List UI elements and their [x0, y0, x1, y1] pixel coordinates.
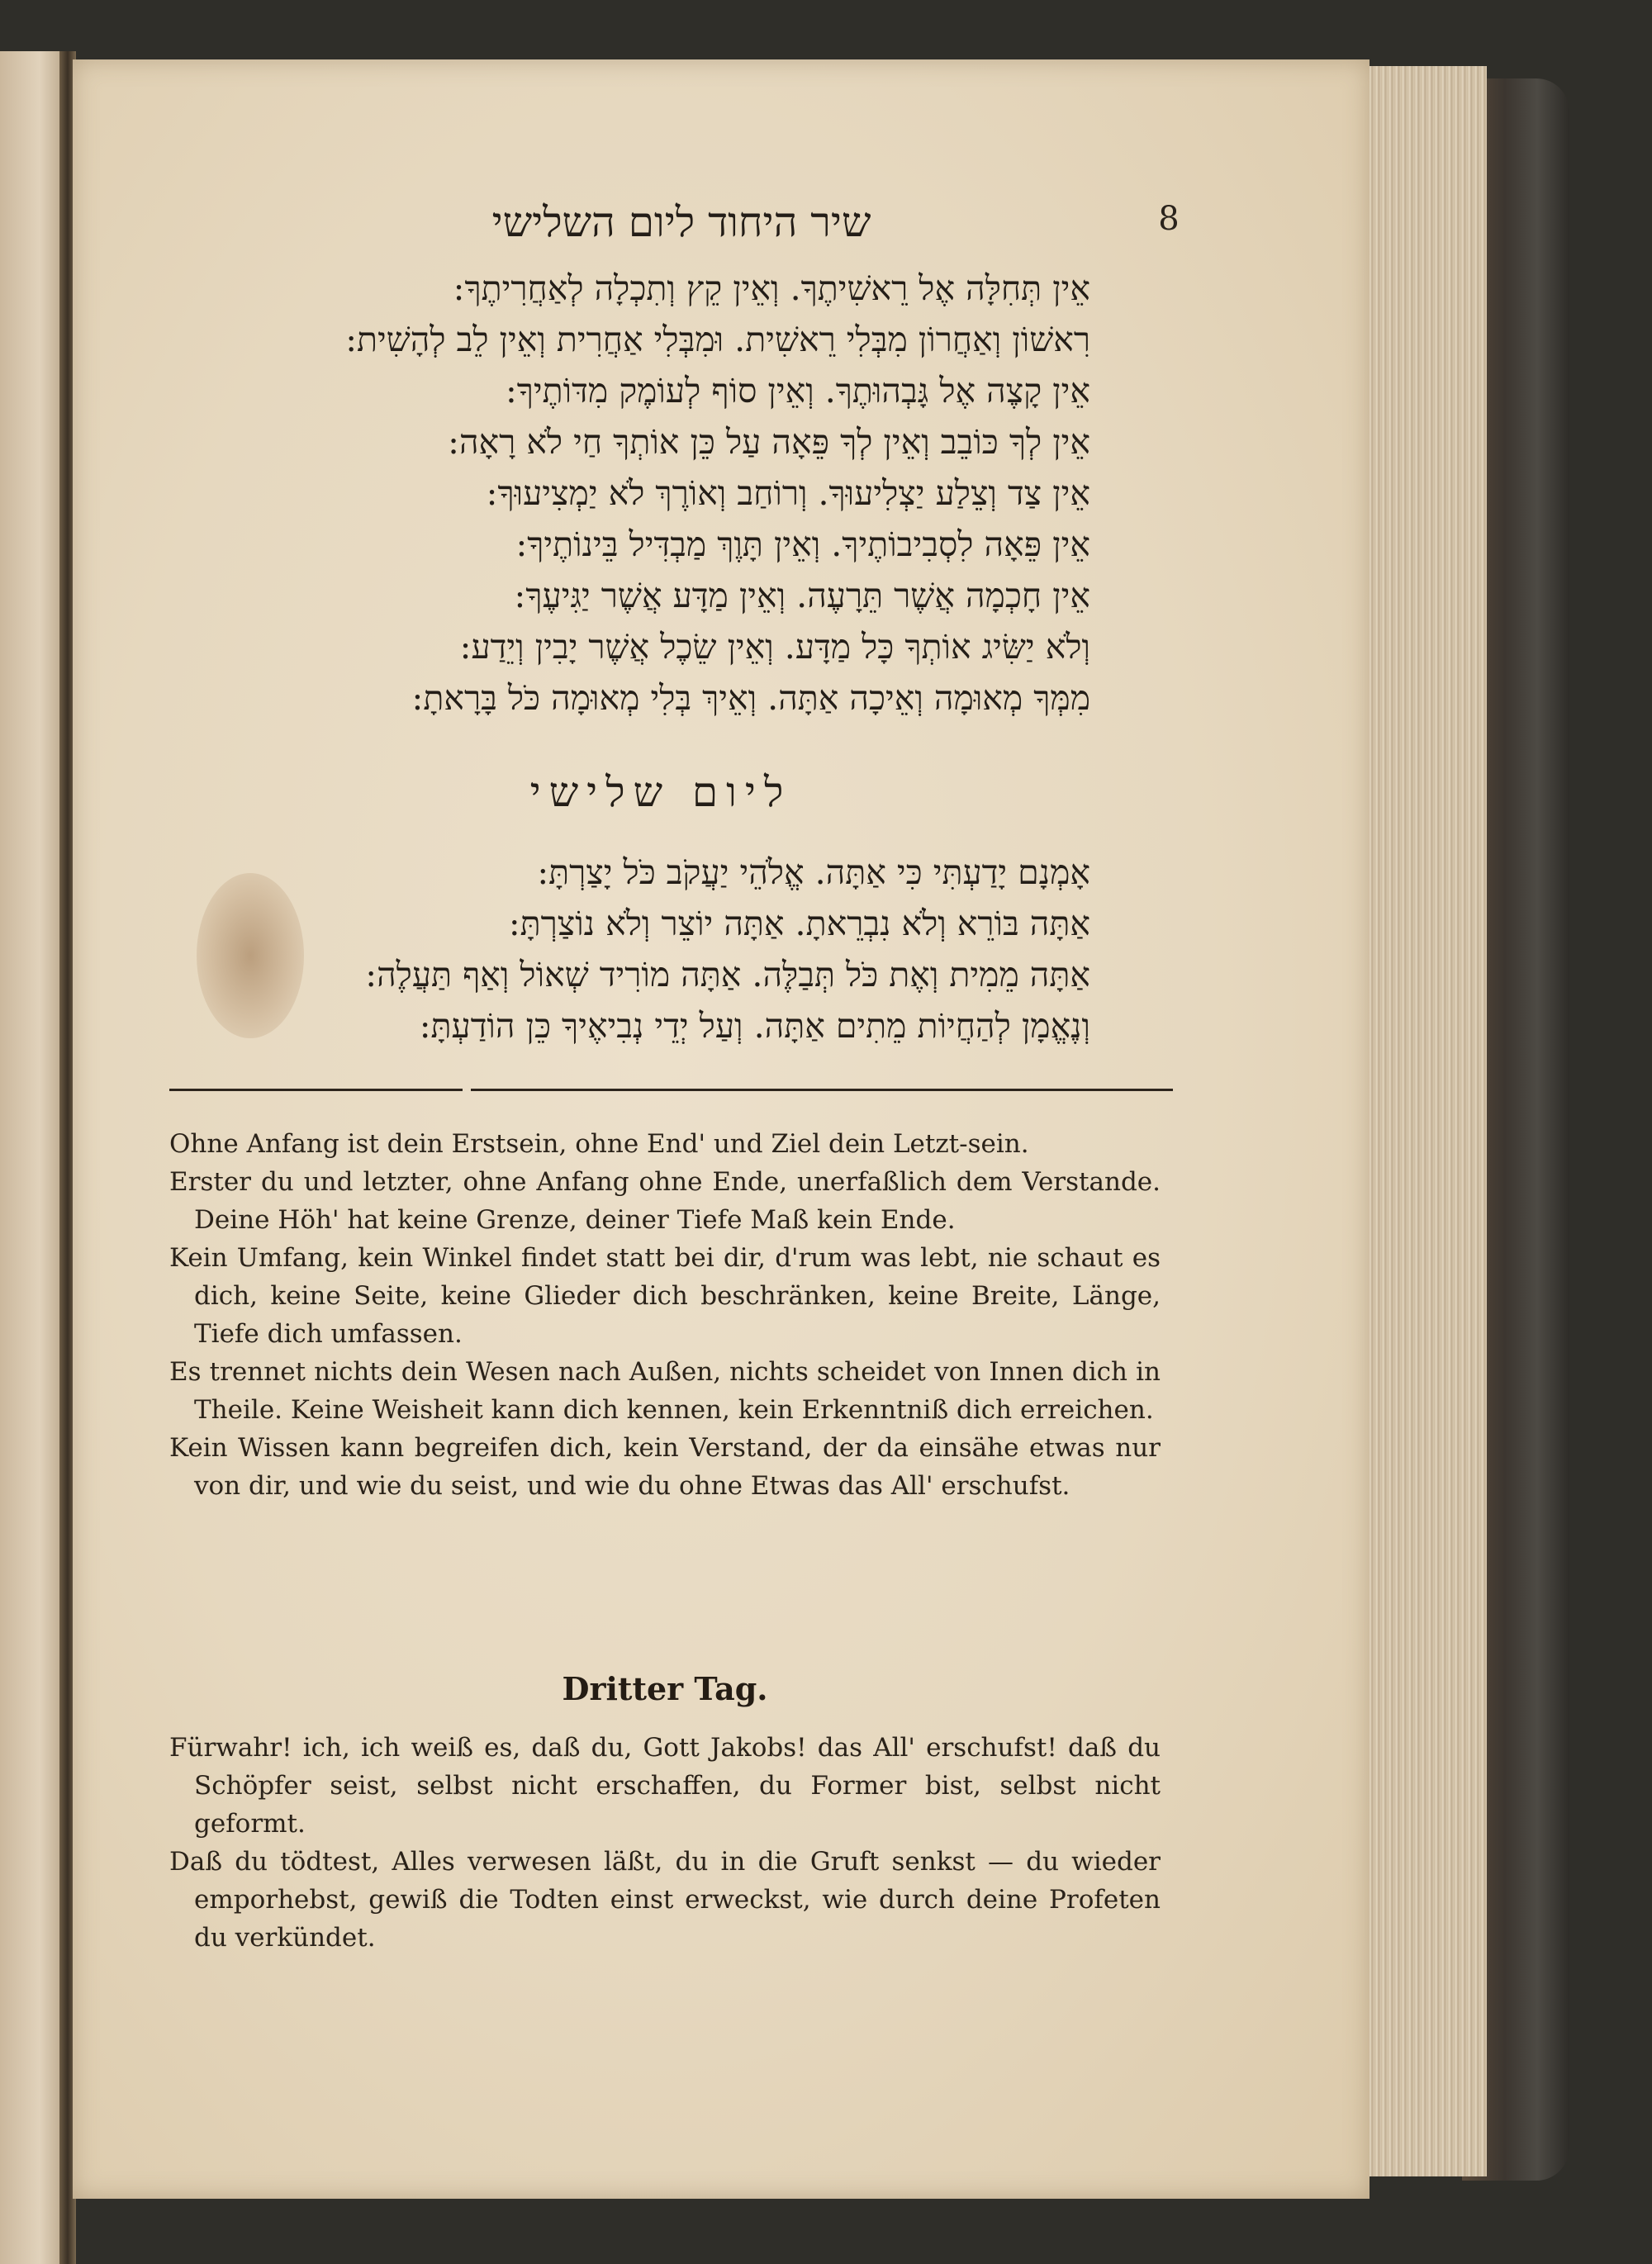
left-page-edge [0, 51, 66, 2264]
hebrew-line: אֵין לְךָ כּוֹבֵב וְאֵין לְךָ פֵּאָה עַל כֵּן אוֹתְךָ חַי לֹא רָאָה: [448, 422, 1090, 462]
german-section-heading: Dritter Tag. [562, 1670, 768, 1707]
page-number: 8 [1158, 200, 1180, 238]
german-translation-block-1 [169, 1125, 1161, 1505]
german-paragraph: Daß du tödtest, Alles verwesen läßt, du in die Gruft senkst — du wieder emporhebst, gewiß die Todten einst erweckst, wie durch deine Profeten du verkündet. [169, 1847, 1161, 1953]
divider-rule-right [471, 1089, 1173, 1091]
german-paragraph: Fürwahr! ich, ich weiß es, daß du, Gott Jakobs! das All' erschufst! daß du Schöpfer seist, selbst nicht erschaffen, du Former bist, selbst nicht geformt. [169, 1733, 1161, 1839]
hebrew-line: אֵין פֵּאָה לִסְבִיבוֹתֶיךָ. וְאֵין תָּוֶךְ מַבְדִּיל בֵּינוֹתֶיךָ: [515, 524, 1090, 564]
german-paragraph: Ohne Anfang ist dein Erstsein, ohne End' und Ziel dein Letzt-sein. [169, 1129, 1029, 1159]
german-translation-block-2 [169, 1729, 1161, 1957]
hebrew-title: שיר היחוד ליום השלישי [491, 198, 871, 246]
hebrew-line: אֵין חָכְמָה אֲשֶׁר תֵּרָעֶה. וְאֵין מַדָּע אֲשֶׁר יַגִּיעֶךָ: [514, 576, 1090, 615]
hebrew-line: אָמְנָם יָדַעְתִּי כִּי אַתָּה. אֱלֹהֵי יַעֲקֹב כֹּל יָצַרְתָּ: [537, 852, 1090, 892]
hebrew-line: וְנֶאֱמָן לְהַחֲיוֹת מֵתִים אַתָּה. וְעַל יְדֵי נְבִיאֶיךָ כֵּן הוֹדַעְתָּ: [419, 1006, 1090, 1046]
hebrew-line: אֵין צַד וְצֵלַע יַצְלִיעוּךָ. וְרוֹחַב וְאוֹרֶךְ לֹא יַמְצִיעוּךָ: [486, 473, 1090, 513]
german-paragraph: Erster du und letzter, ohne Anfang ohne Ende, unerfaßlich dem Verstande. Deine Höh' hat keine Grenze, deiner Tiefe Maß kein Ende. [169, 1167, 1161, 1235]
divider-rule-left [169, 1089, 463, 1091]
hebrew-poem-block-1 [215, 263, 1090, 724]
hebrew-line: אֵין קָצֶה אֶל גָּבְהוּתֶךָ. וְאֵין סוֹף לְעוֹמֶק מִדּוֹתֶיךָ: [505, 371, 1090, 411]
hebrew-line: רִאשׁוֹן וְאַחֲרוֹן מִבְּלִי רֵאשִׁית. וּמִבְּלִי אַחֲרִית וְאֵין לֵב לְהָשִׁית: [345, 320, 1090, 359]
german-paragraph: Kein Umfang, kein Winkel findet statt bei dir, d'rum was lebt, nie schaut es dich, keine Seite, keine Glieder dich beschränken, keine Breite, Länge, Tiefe dich umfassen. [169, 1243, 1161, 1349]
hebrew-line: מִמְּךָ מְאוּמָה וְאֵיכָה אַתָּה. וְאֵיךְ בְּלִי מְאוּמָה כֹּל בָּרָאתָ: [411, 678, 1090, 718]
hebrew-line: אַתָּה מֵמִית וְאֶת כֹּל תְּבַלֶּה. אַתָּה מוֹרִיד שְׁאוֹל וְאַף תַּעֲלֶה: [365, 955, 1090, 994]
hebrew-line: אֵין תְּחִלָּה אֶל רֵאשִׁיתֶךָ. וְאֵין קֵץ וְתִכְלָה לְאַחֲרִיתֶךָ: [453, 268, 1090, 308]
german-paragraph: Kein Wissen kann begreifen dich, kein Verstand, der da einsähe etwas nur von dir, und wie du seist, und wie du ohne Etwas das All' erschufst. [169, 1433, 1161, 1501]
hebrew-line: אַתָּה בּוֹרֵא וְלֹא נִבְרֵאתָ. אַתָּה יוֹצֵר וְלֹא נוֹצַרְתָּ: [508, 904, 1090, 943]
german-paragraph: Es trennet nichts dein Wesen nach Außen, nichts scheidet von Innen dich in Theile. Keine Weisheit kann dich kennen, kein Erkenntniß dich erreichen. [169, 1357, 1161, 1425]
hebrew-poem-block-2 [215, 847, 1090, 1051]
hebrew-line: וְלֹא יַשִּׂיג אוֹתְךָ כָּל מַדָּע. וְאֵין שֵׂכֶל אֲשֶׁר יָבִין וְיֵדַע: [459, 627, 1090, 667]
hebrew-subtitle: ליום שלישי [529, 768, 792, 816]
page-edges [1355, 66, 1487, 2176]
